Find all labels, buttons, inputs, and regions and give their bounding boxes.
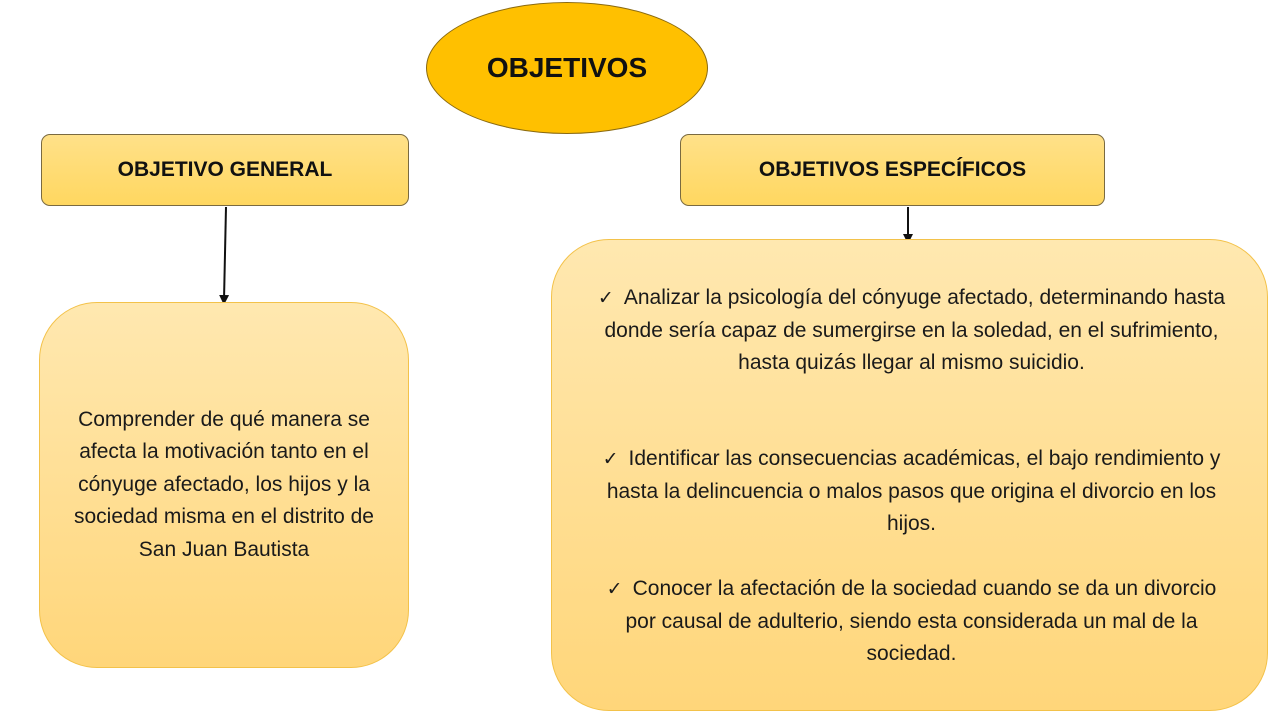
objetivo-general-text: Comprender de qué manera se afecta la motivación tanto en el cónyuge afectado, los hijos y la sociedad misma en el distrito de San Juan Bautista bbox=[74, 407, 374, 561]
objective-item-text: Identificar las consecuencias académicas, el bajo rendimiento y hasta la delincuencia o malos pasos que origina el divorcio en los hijos. bbox=[606, 447, 1221, 535]
checkmark-icon: ✓ bbox=[597, 287, 614, 309]
objective-item bbox=[552, 282, 1269, 380]
objetivo-general-header: OBJETIVO GENERAL bbox=[41, 134, 409, 206]
main-title: OBJETIVOS bbox=[486, 52, 648, 83]
objective-item-text: Conocer la afectación de la sociedad cuando se da un divorcio por causal de adulterio, siendo esta considerada un mal de la sociedad. bbox=[625, 577, 1217, 665]
objective-item bbox=[552, 443, 1269, 541]
checkmark-icon: ✓ bbox=[602, 448, 619, 470]
objetivos-especificos-panel bbox=[551, 239, 1268, 711]
objetivo-general-panel bbox=[39, 302, 409, 668]
objective-item-text: Analizar la psicología del cónyuge afectado, determinando hasta donde sería capaz de sumergirse en la soledad, en el sufrimiento, hasta quizás llegar al mismo suicidio. bbox=[604, 286, 1226, 374]
arrow-general bbox=[224, 207, 226, 300]
objetivos-especificos-header: OBJETIVOS ESPECÍFICOS bbox=[680, 134, 1105, 206]
objective-item bbox=[552, 573, 1269, 671]
checkmark-icon: ✓ bbox=[606, 578, 623, 600]
